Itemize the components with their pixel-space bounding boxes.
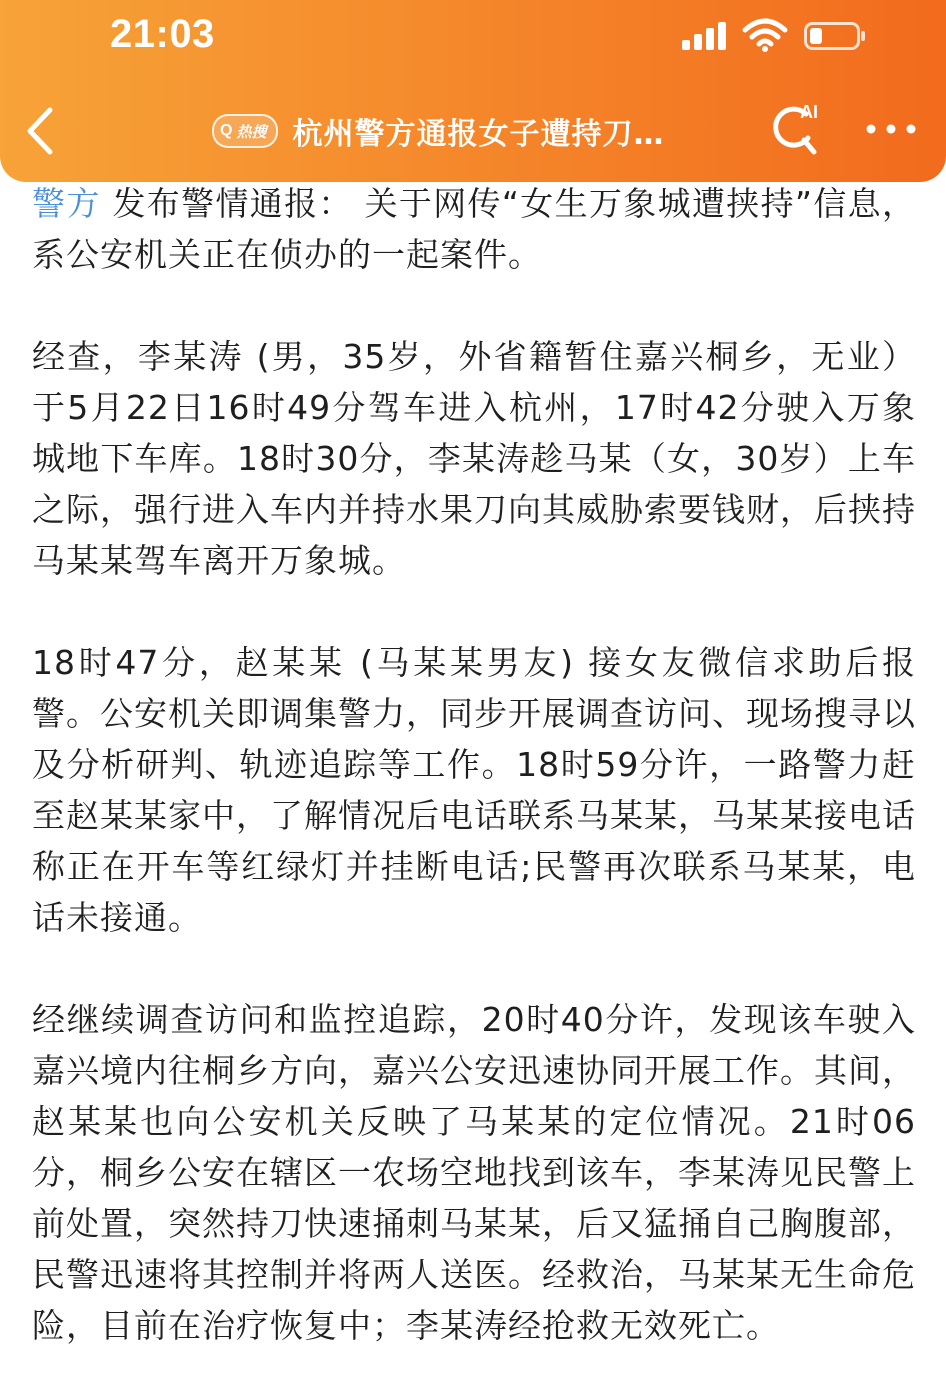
ai-search-button[interactable] — [766, 100, 832, 160]
article-paragraph: 18时47分，赵某某 (马某某男友) 接女友微信求助后报警。公安机关即调集警力，同步开展调查访问、现场搜寻以及分析研判、轨迹追踪等工作。18时59分许，一路警力赶至赵某某家中，了解情况后电话联系马某某，马某某接电话称正在开车等红绿灯并挂断电话;民警再次联系马某某，电话未接通。 — [32, 643, 916, 937]
article-paragraph: 经查，李某涛 (男，35岁，外省籍暂住嘉兴桐乡，无业）于5月22日16时49分驾车进入杭州，17时42分驶入万象城地下车库。18时30分，李某涛趁马某（女，30岁）上车之际，强行进入车内并持水果刀向其威胁索要钱财，后挟持马某某驾车离开万象城。 — [32, 337, 916, 580]
header — [0, 0, 946, 182]
battery-icon — [804, 22, 866, 50]
article-paragraph — [32, 178, 916, 280]
page-title: 杭州警方通报女子遭持刀… — [292, 117, 665, 152]
title-group[interactable] — [212, 106, 664, 156]
status-bar — [0, 0, 946, 80]
hot-search-label: 热搜 — [236, 122, 267, 141]
ai-search-icon — [766, 100, 832, 160]
search-icon: Q — [220, 122, 233, 139]
navigation-bar — [0, 92, 946, 172]
article-body — [32, 178, 916, 1351]
hot-search-badge[interactable] — [212, 114, 278, 148]
status-time: 21:03 — [110, 12, 215, 56]
paragraph-text: 发布警情通报： 关于网传“女生万象城遭挟持”信息，系公安机关正在侦办的一起案件。 — [32, 184, 917, 274]
back-arrow-icon[interactable] — [18, 102, 68, 160]
article-paragraph: 经继续调查访问和监控追踪，20时40分许，发现该车驶入嘉兴境内往桐乡方向，嘉兴公安迅速协同开展工作。其间，赵某某也向公安机关反映了马某某的定位情况。21时06分，桐乡公安在辖区一农场空地找到该车，李某涛见民警上前处置，突然持刀快速捅刺马某某，后又猛捅自己胸腹部，民警迅速将其控制并将两人送医。经救治，马某某无生命危险，目前在治疗恢复中；李某涛经抢救无效死亡。 — [32, 1000, 916, 1345]
wifi-icon — [742, 18, 788, 52]
ai-label: AI — [800, 102, 818, 122]
cellular-signal-icon — [682, 22, 728, 50]
source-link[interactable]: 警方 — [32, 184, 101, 223]
more-options-icon[interactable] — [862, 114, 920, 144]
